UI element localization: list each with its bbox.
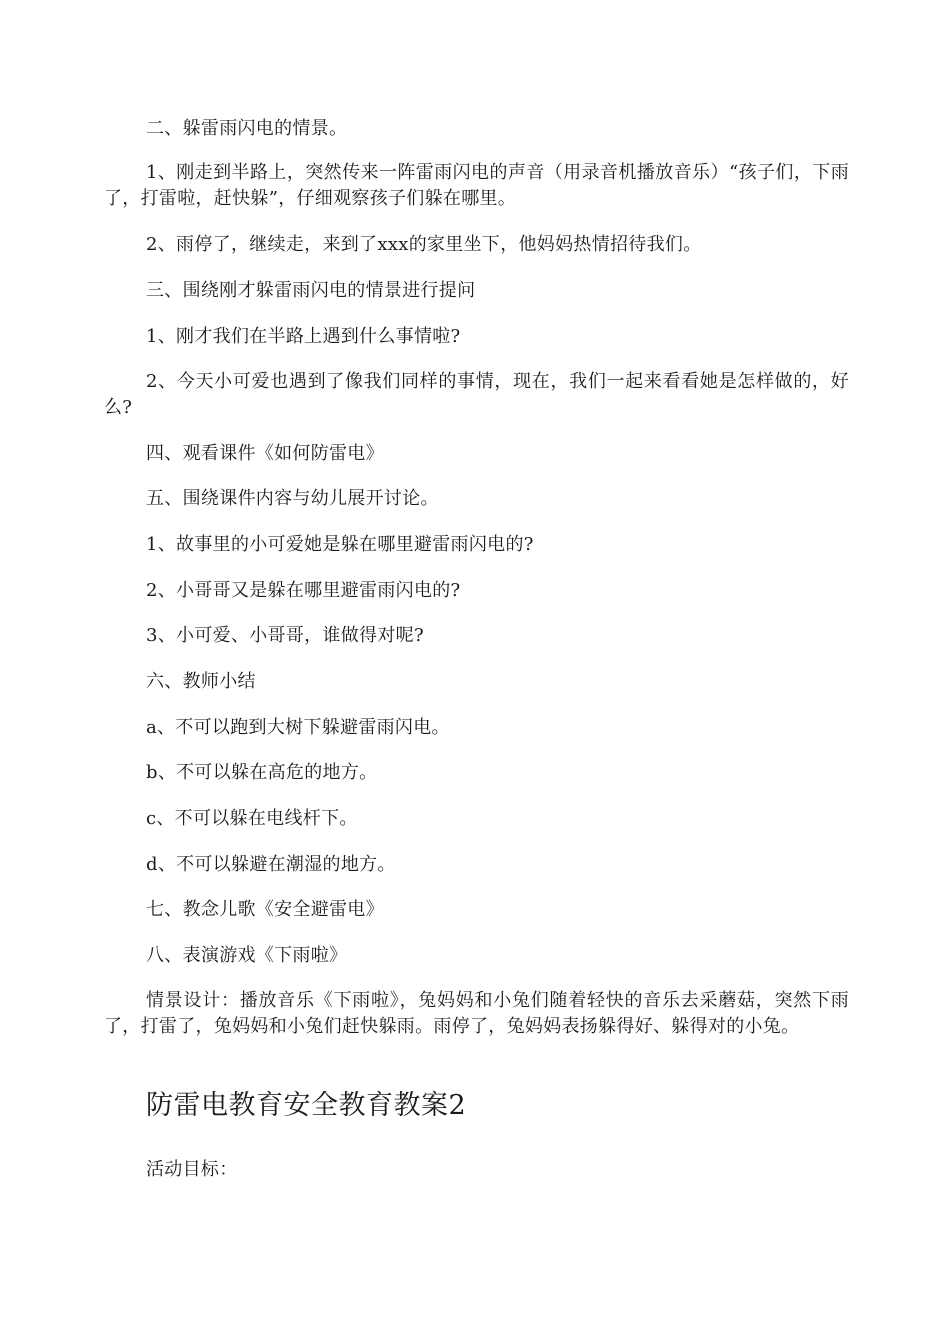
paragraph-scene-design: 情景设计：播放音乐《下雨啦》，兔妈妈和小兔们随着轻快的音乐去采蘑菇，突然下雨了，打雷了，兔妈妈和小兔们赶快躲雨。雨停了，兔妈妈表扬躲得好、躲得对的小兔。 [104, 990, 849, 1037]
paragraph-item: b、不可以躲在高危的地方。 [146, 762, 378, 783]
paragraph-section-6: 六、教师小结 [146, 671, 256, 692]
paragraph-item: 2、雨停了，继续走，来到了xxx的家里坐下，他妈妈热情招待我们。 [146, 234, 702, 255]
paragraph-item: c、不可以躲在电线杆下。 [146, 808, 358, 829]
paragraph-section-3: 三、围绕刚才躲雷雨闪电的情景进行提问 [146, 280, 476, 301]
paragraph-item: d、不可以躲避在潮湿的地方。 [146, 854, 396, 875]
paragraph-section-8: 八、表演游戏《下雨啦》 [146, 945, 348, 966]
section-title: 防雷电教育安全教育教案2 [146, 1090, 467, 1121]
paragraph-section-7: 七、教念儿歌《安全避雷电》 [146, 899, 384, 920]
paragraph-section-5: 五、围绕课件内容与幼儿展开讨论。 [146, 488, 439, 509]
paragraph-item: a、不可以跑到大树下躲避雷雨闪电。 [146, 717, 450, 738]
paragraph-activity-goals: 活动目标： [146, 1159, 238, 1180]
paragraph-item: 1、刚才我们在半路上遇到什么事情啦? [146, 326, 461, 347]
paragraph-item: 1、刚走到半路上，突然传来一阵雷雨闪电的声音（用录音机播放音乐）“孩子们，下雨了，打雷啦，赶快躲”，仔细观察孩子们躲在哪里。 [104, 162, 849, 209]
paragraph-section-2: 二、躲雷雨闪电的情景。 [146, 118, 348, 139]
paragraph-item: 1、故事里的小可爱她是躲在哪里避雷雨闪电的? [146, 534, 534, 555]
paragraph-item: 2、今天小可爱也遇到了像我们同样的事情，现在，我们一起来看看她是怎样做的，好么? [104, 371, 849, 418]
paragraph-item: 3、小可爱、小哥哥，谁做得对呢? [146, 625, 424, 646]
paragraph-section-4: 四、观看课件《如何防雷电》 [146, 443, 384, 464]
paragraph-item: 2、小哥哥又是躲在哪里避雷雨闪电的? [146, 580, 461, 601]
